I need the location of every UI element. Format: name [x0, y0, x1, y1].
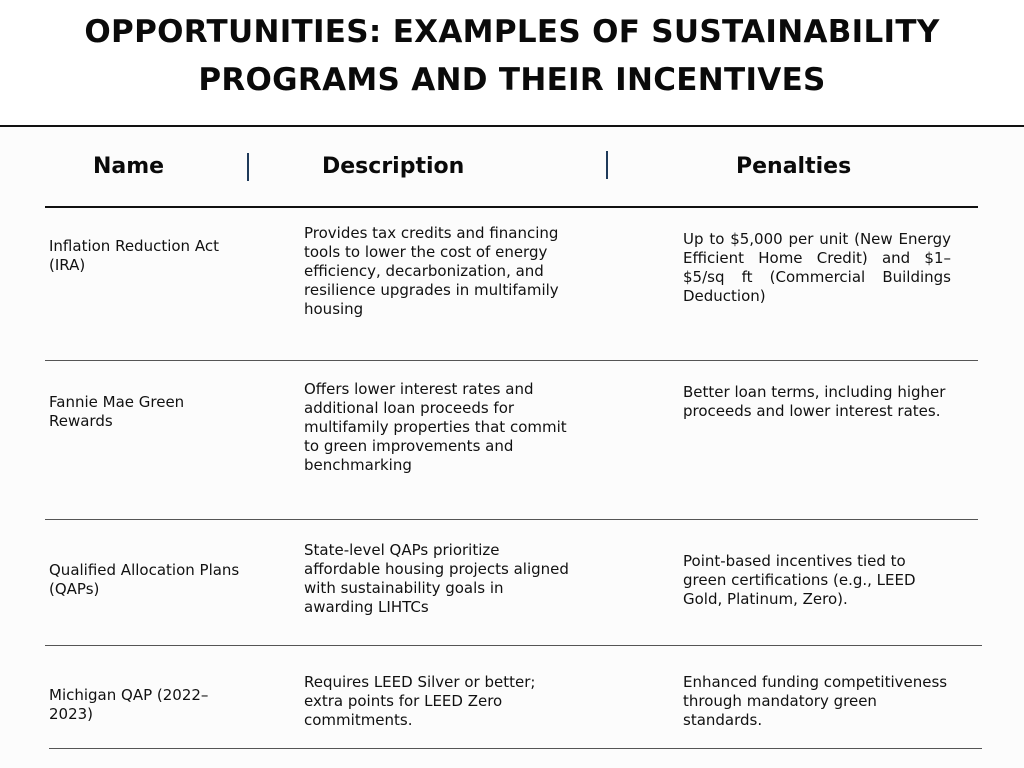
row-divider [49, 748, 982, 749]
row-1-penalties: Up to $5,000 per unit (New Energy Efficient Home Credit) and $1–$5/sq ft (Commercial Buildings Deduction) [683, 230, 951, 305]
row-1-name: Inflation Reduction Act (IRA) [49, 237, 219, 274]
row-1-description: Provides tax credits and financing tools to lower the cost of energy efficiency, decarbonization, and resilience upgrades in multifamily housing [304, 224, 559, 318]
row-2-name: Fannie Mae Green Rewards [49, 393, 185, 430]
column-header-penalties: Penalties [736, 154, 852, 179]
row-3-penalties: Point-based incentives tied to green certifications (e.g., LEED Gold, Platinum, Zero). [683, 552, 916, 608]
row-divider [45, 519, 978, 520]
row-4-penalties: Enhanced funding competitiveness through mandatory green standards. [683, 673, 948, 729]
row-4-name: Michigan QAP (2022–2023) [49, 686, 209, 723]
header-divider [45, 206, 978, 208]
title-divider [0, 125, 1024, 127]
row-4-description: Requires LEED Silver or better; extra points for LEED Zero commitments. [304, 673, 536, 729]
row-divider [45, 360, 978, 361]
column-header-name: Name [93, 154, 165, 179]
row-divider [45, 645, 982, 646]
page-title-line-2: PROGRAMS AND THEIR INCENTIVES [198, 62, 826, 98]
header-separator [606, 151, 608, 179]
row-2-penalties: Better loan terms, including higher proceeds and lower interest rates. [683, 383, 946, 420]
row-2-description: Offers lower interest rates and additional loan proceeds for multifamily properties that commit to green improvements and benchmarking [304, 380, 567, 474]
page-title-line-1: OPPORTUNITIES: EXAMPLES OF SUSTAINABILITY [84, 14, 940, 50]
header-separator [247, 153, 249, 181]
row-3-description: State-level QAPs prioritize affordable housing projects aligned with sustainability goals in awarding LIHTCs [304, 541, 569, 616]
row-3-name: Qualified Allocation Plans (QAPs) [49, 561, 240, 598]
title-block [0, 0, 1024, 126]
column-header-description: Description [322, 154, 465, 179]
